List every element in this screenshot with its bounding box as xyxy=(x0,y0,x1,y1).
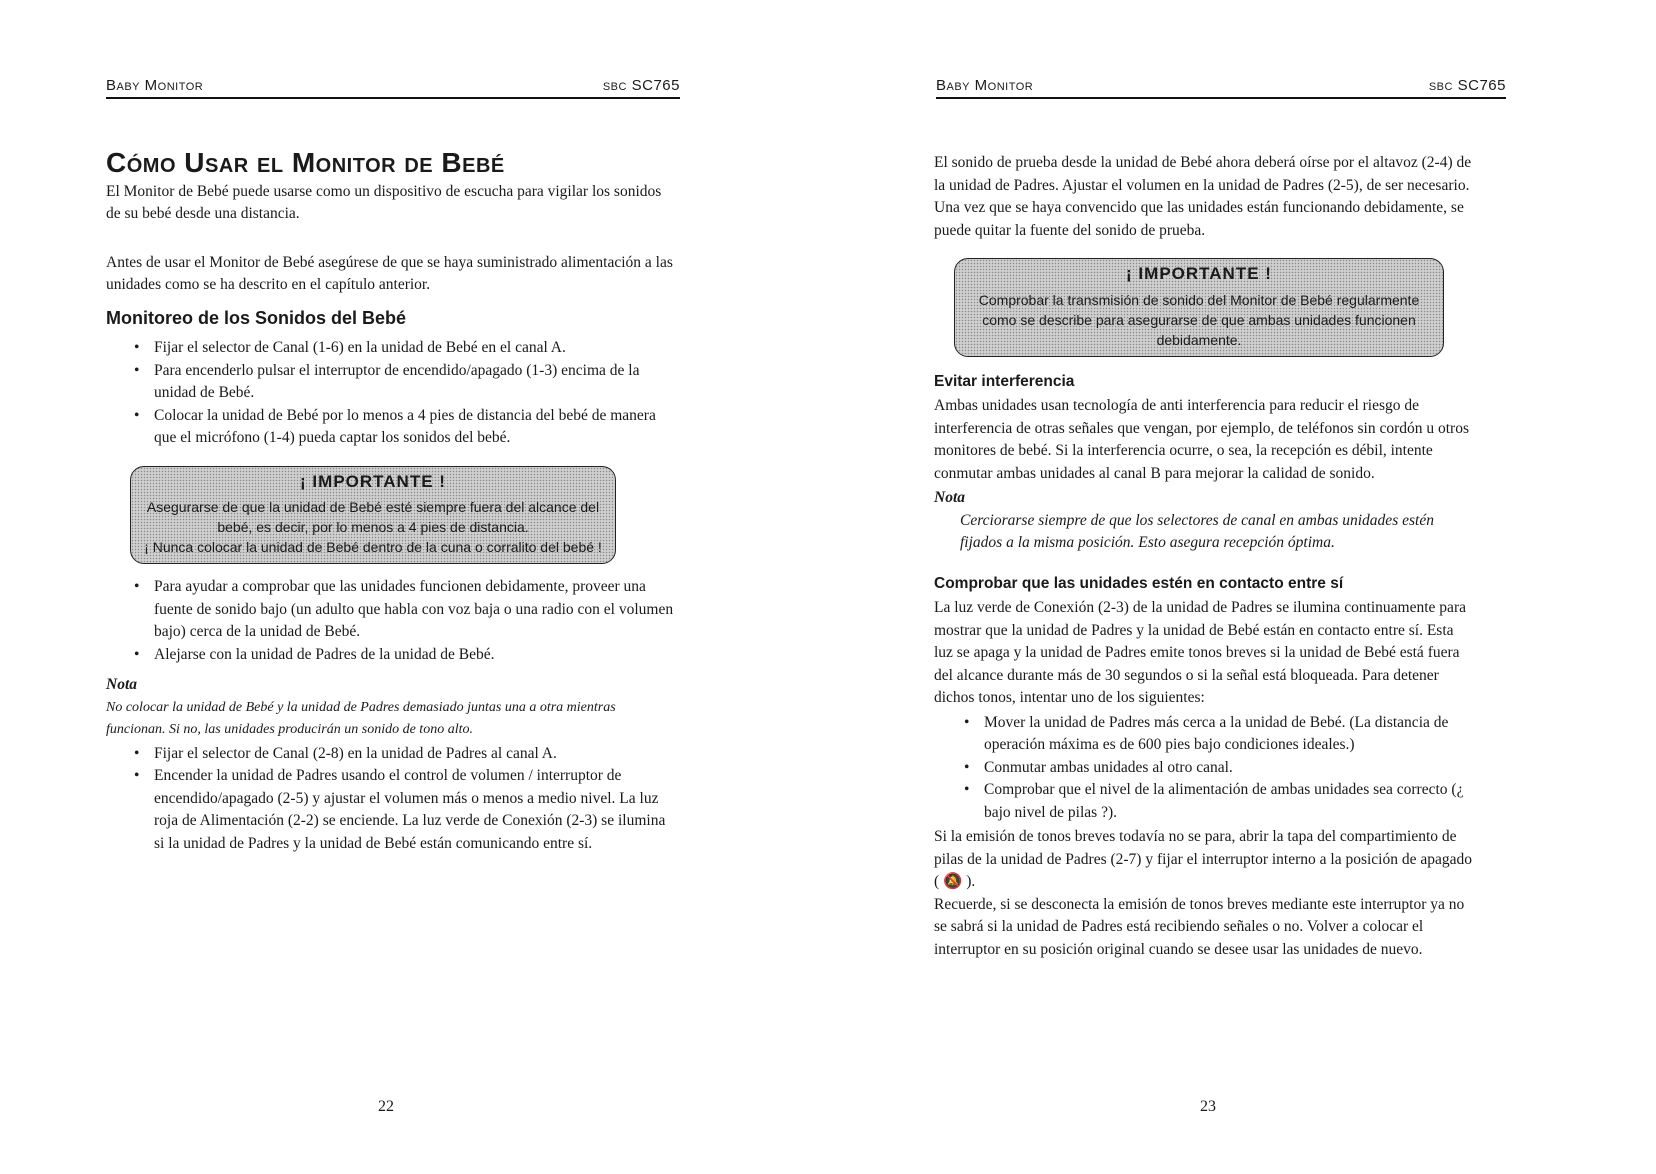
note-label: Nota xyxy=(934,489,965,506)
list-item: • Para encenderlo pulsar el interruptor de encendido/apagado (1-3) encima de la unidad de Bebé. xyxy=(154,360,678,405)
page-number: 23 xyxy=(1200,1098,1216,1115)
bullet-list xyxy=(106,576,678,666)
list-item: • Alejarse con la unidad de Padres de la unidad de Bebé. xyxy=(154,644,678,667)
list-item: • Comprobar que el nivel de la alimentación de ambas unidades sea correcto (¿ bajo nivel de pilas ?). xyxy=(984,779,1474,824)
page-content xyxy=(106,147,678,857)
intro-paragraph: El Monitor de Bebé puede usarse como un dispositivo de escucha para vigilar los sonidos de su bebé desde una distancia. xyxy=(106,182,662,222)
header-model: sbc SC765 xyxy=(1428,77,1506,94)
bullet-list xyxy=(106,337,678,450)
page-content xyxy=(934,152,1474,961)
page-number: 22 xyxy=(378,1098,394,1115)
bullet-list xyxy=(934,712,1474,825)
page-title: Cómo Usar el Monitor de Bebé xyxy=(106,147,505,178)
header-title: Baby Monitor xyxy=(106,77,204,94)
important-box xyxy=(130,466,616,565)
page-header xyxy=(936,68,1506,99)
section-heading: Comprobar que las unidades estén en contacto entre sí xyxy=(934,574,1344,592)
section-paragraph: Ambas unidades usan tecnología de anti interferencia para reducir el riesgo de interferencia de otras señales que vengan, por ejemplo, de teléfonos sin cordón u otros monitores de bebé. Si la interferencia ocurre, o sea, la recepción es débil, intente conmutar ambas unidades al canal B para mejorar la calidad de sonido. xyxy=(934,397,1469,482)
header-model: sbc SC765 xyxy=(602,77,680,94)
section-paragraph: Si la emisión de tonos breves todavía no se para, abrir la tapa del compartimiento de pilas de la unidad de Padres (2-7) y fijar el interruptor interno a la posición de apagado ( 🔕 ). xyxy=(934,828,1473,890)
important-text: Comprobar la transmisión de sonido del Monitor de Bebé regularmente como se describe para asegurarse de que ambas unidades funcionen debidamente. xyxy=(978,291,1420,348)
list-item: • Fijar el selector de Canal (2-8) en la unidad de Padres al canal A. xyxy=(154,743,678,766)
intro-paragraph-2: Antes de usar el Monitor de Bebé asegúrese de que se haya suministrado alimentación a las unidades como se ha descrito en el capítulo anterior. xyxy=(106,253,673,293)
section-heading: Evitar interferencia xyxy=(934,372,1075,390)
important-box xyxy=(954,258,1444,357)
note-text: No colocar la unidad de Bebé y la unidad de Padres demasiado juntas una a otra mientras funcionan. Si no, las unidades producirán un sonido de tono alto. xyxy=(106,699,616,737)
list-item: • Encender la unidad de Padres usando el control de volumen / interruptor de encendido/apagado (2-5) y ajustar el volumen más o menos a medio nivel. La luz roja de Alimentación (2-2) se enciende. La luz verde de Conexión (2-3) se ilumina si la unidad de Padres y la unidad de Bebé están comunicando entre sí. xyxy=(154,765,678,855)
important-title: ¡ IMPORTANTE ! xyxy=(300,471,446,491)
important-text: Asegurarse de que la unidad de Bebé esté siempre fuera del alcance del bebé, es decir, por lo menos a 4 pies de distancia. xyxy=(146,499,600,535)
note-text: Cerciorarse siempre de que los selectores de canal en ambas unidades estén fijados a la misma posición. Esto asegura recepción óptima. xyxy=(960,511,1434,551)
intro-paragraph: El sonido de prueba desde la unidad de Bebé ahora deberá oírse por el altavoz (2-4) de la unidad de Padres. Ajustar el volumen en la unidad de Padres (2-5), de ser necesario. Una vez que se haya convencido que las unidades están funcionando debidamente, se puede quitar la fuente del sonido de prueba. xyxy=(934,154,1472,239)
bullet-list xyxy=(106,743,678,856)
note-label: Nota xyxy=(106,676,137,693)
section-heading: Monitoreo de los Sonidos del Bebé xyxy=(106,307,407,328)
list-item: • Para ayudar a comprobar que las unidades funcionen debidamente, proveer una fuente de sonido bajo (un adulto que habla con voz baja o una radio con el volumen bajo) cerca de la unidad de Bebé. xyxy=(154,576,678,644)
important-text: ¡ Nunca colocar la unidad de Bebé dentro de la cuna o corralito del bebé ! xyxy=(144,539,602,555)
right-page xyxy=(828,0,1656,1174)
header-title: Baby Monitor xyxy=(936,77,1034,94)
important-title: ¡ IMPORTANTE ! xyxy=(1126,264,1272,283)
list-item: • Mover la unidad de Padres más cerca a la unidad de Bebé. (La distancia de operación máxima es de 600 pies bajo condiciones ideales.) xyxy=(984,712,1474,757)
list-item: • Conmutar ambas unidades al otro canal. xyxy=(984,757,1474,780)
list-item: • Colocar la unidad de Bebé por lo menos a 4 pies de distancia del bebé de manera que el micrófono (1-4) pueda captar los sonidos del bebé. xyxy=(154,405,678,450)
page-header xyxy=(106,68,680,99)
list-item: • Fijar el selector de Canal (1-6) en la unidad de Bebé en el canal A. xyxy=(154,337,678,360)
section-paragraph: La luz verde de Conexión (2-3) de la unidad de Padres se ilumina continuamente para mostrar que la unidad de Padres y la unidad de Bebé están en contacto entre sí. Esta luz se apaga y la unidad de Padres emite tonos breves si la unidad de Bebé está fuera del alcance durante más de 30 segundos o si la señal está bloqueada. Para detener dichos tonos, intentar uno de los siguientes: xyxy=(934,599,1466,706)
section-paragraph: Recuerde, si se desconecta la emisión de tonos breves mediante este interruptor ya no se sabrá si la unidad de Padres está recibiendo señales o no. Volver a colocar el interruptor en su posición original cuando se desee usar las unidades de nuevo. xyxy=(934,895,1465,958)
